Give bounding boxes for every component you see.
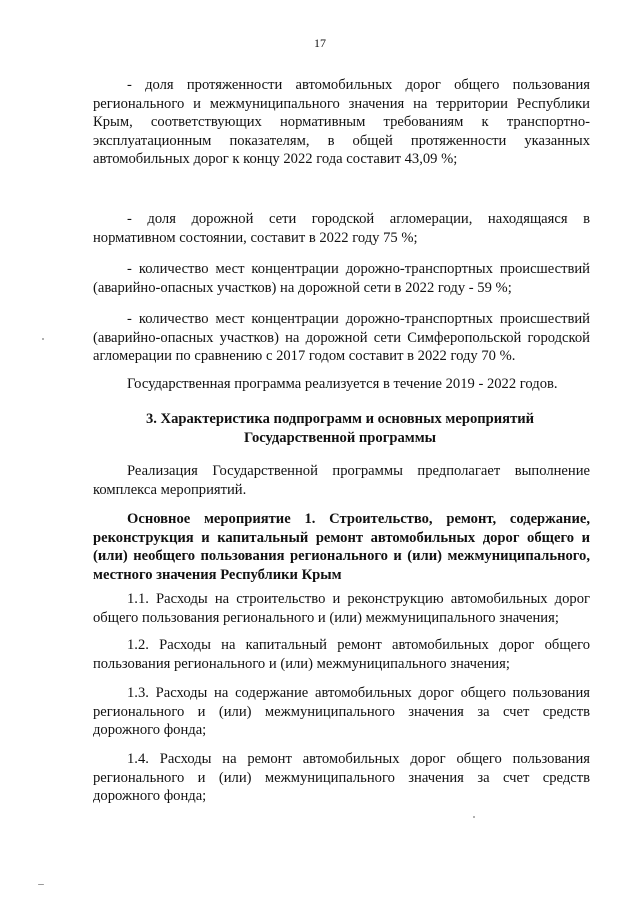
scan-speck: [42, 338, 44, 340]
paragraph-agglomeration-share: - доля дорожной сети городской агломерации, находящаяся в нормативном состоянии, составит в 2022 году 75 %;: [93, 211, 590, 246]
page-number: 17: [314, 36, 326, 50]
section-heading: 3. Характеристика подпрограмм и основных мероприятий Государственной программы: [145, 411, 535, 446]
item-1-3: 1.3. Расходы на содержание автомобильных дорог общего пользования регионального и (или) межмуниципального значения за счет средств дорожного фонда;: [93, 685, 590, 738]
paragraph-road-share: - доля протяженности автомобильных дорог общего пользования регионального и межмуниципального значения на территории Республики Крым, соответствующих нормативным требованиям к транспортно-эксплуатационным показателям, в общей протяженности указанных автомобильных дорог к концу 2022 года составит 43,09 %;: [93, 77, 590, 167]
scan-speck: [473, 816, 475, 818]
item-1-4: 1.4. Расходы на ремонт автомобильных дорог общего пользования регионального и (или) межмуниципального значения за счет средств дорожного фонда;: [93, 751, 590, 804]
paragraph-accident-spots-simferopol: - количество мест концентрации дорожно-транспортных происшествий (аварийно-опасных участков) на дорожной сети Симферопольской городской агломерации по сравнению с 2017 годом составит в 2022 году 70 %.: [93, 311, 590, 364]
paragraph-program-period: Государственная программа реализуется в течение 2019 - 2022 годов.: [127, 376, 558, 392]
paragraph-accident-spots: - количество мест концентрации дорожно-транспортных происшествий (аварийно-опасных участков) на дорожной сети в 2022 году - 59 %;: [93, 261, 590, 296]
item-1-1: 1.1. Расходы на строительство и реконструкцию автомобильных дорог общего пользования регионального и (или) межмуниципального значения;: [93, 591, 590, 626]
main-event-heading: Основное мероприятие 1. Строительство, ремонт, содержание, реконструкция и капитальный ремонт автомобильных дорог общего и (или) необщего пользования регионального и (или) межмуниципального, местного значения Республики Крым: [93, 511, 590, 583]
scan-speck: [38, 884, 44, 885]
item-1-2: 1.2. Расходы на капитальный ремонт автомобильных дорог общего пользования регионального и (или) межмуниципального значения;: [93, 637, 590, 672]
paragraph-intro: Реализация Государственной программы предполагает выполнение комплекса мероприятий.: [93, 463, 590, 498]
